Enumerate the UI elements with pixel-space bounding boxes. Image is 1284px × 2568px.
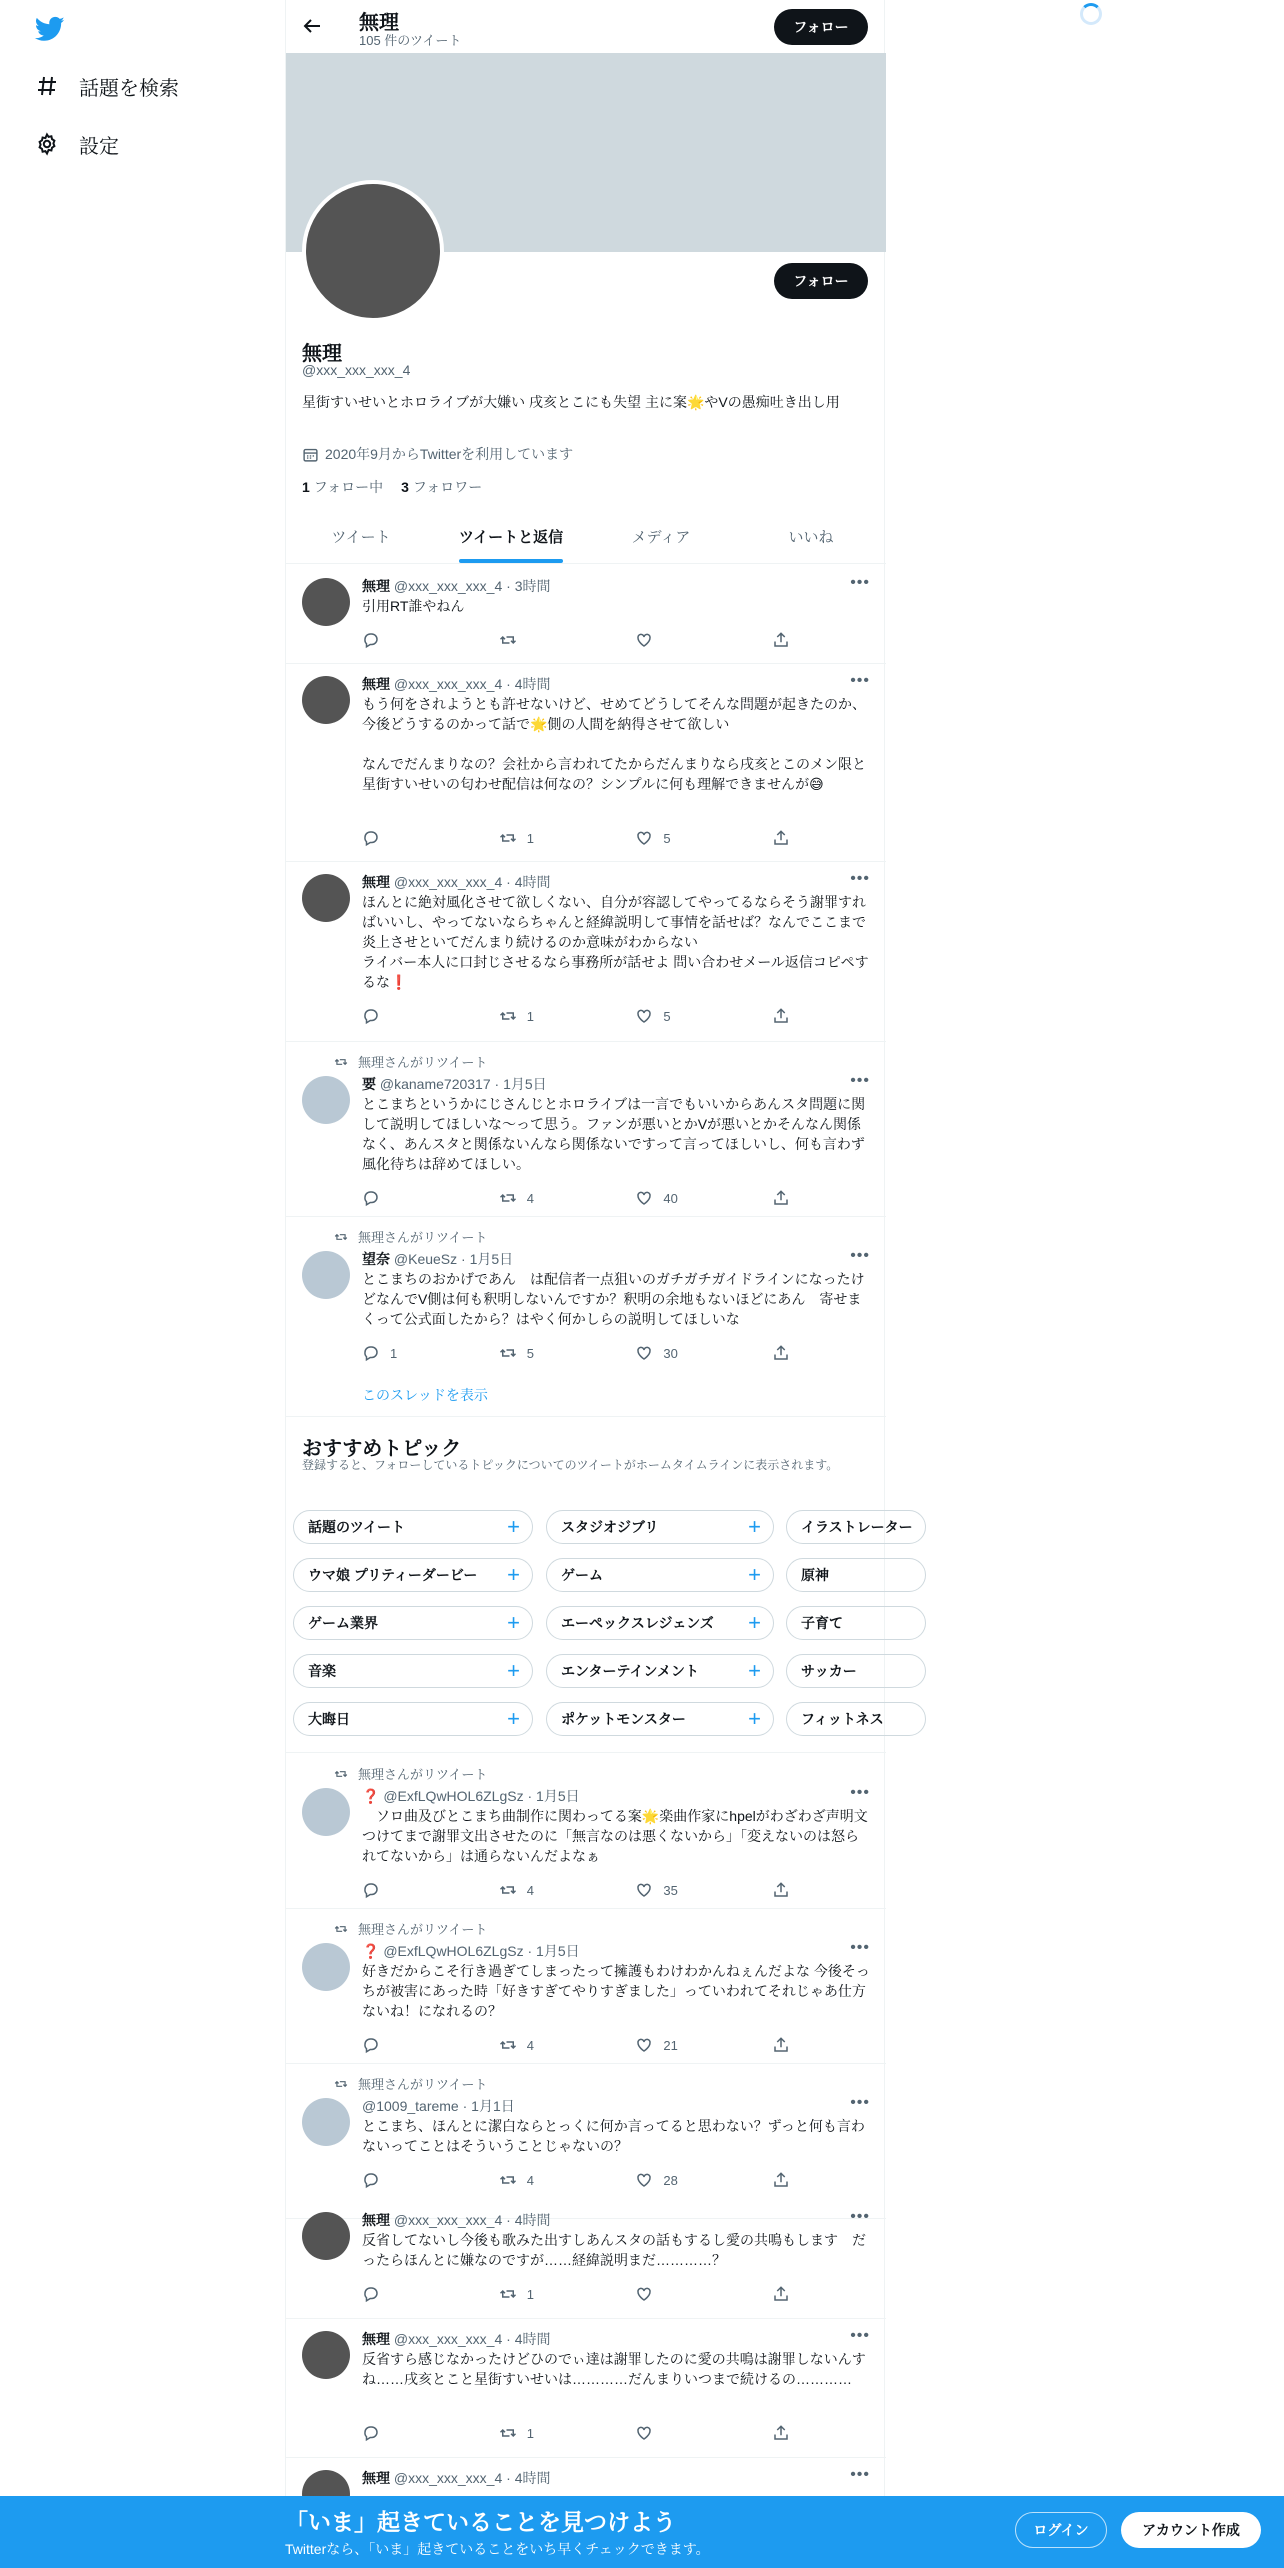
share-icon — [772, 2171, 790, 2189]
topic-label: サッカー — [801, 1663, 857, 1679]
heart-icon — [635, 1881, 653, 1899]
tweet-author-name[interactable]: 無理 — [362, 2470, 390, 2486]
follow-topic-plus-icon[interactable]: + — [507, 1514, 520, 1539]
topic-chip[interactable] — [293, 1606, 533, 1640]
reply-icon — [362, 2285, 380, 2303]
header-follow-button[interactable]: フォロー — [774, 9, 868, 45]
share-icon — [772, 829, 790, 847]
tweet-avatar[interactable] — [302, 2098, 350, 2146]
follow-topic-plus-icon[interactable]: + — [507, 1706, 520, 1731]
tweet[interactable] — [286, 1909, 886, 2064]
tweet[interactable] — [286, 1217, 886, 1417]
retweet-small-icon — [334, 2077, 348, 2091]
retweet-icon — [499, 829, 517, 847]
more-options-icon[interactable]: ••• — [850, 1784, 870, 1801]
topic-label: ゲーム — [561, 1567, 603, 1583]
tweet-author-handle[interactable]: @xxx_xxx_xxx_4 — [393, 874, 503, 890]
topic-label: エンターテインメント — [561, 1663, 700, 1679]
tweet-header — [362, 1074, 547, 1094]
heart-icon — [635, 1189, 653, 1207]
follow-topic-plus-icon[interactable]: + — [748, 1562, 761, 1587]
topic-label: ゲーム業界 — [308, 1615, 378, 1631]
topic-chip[interactable] — [546, 1606, 774, 1640]
follow-topic-plus-icon[interactable]: + — [748, 1514, 761, 1539]
topic-chip[interactable] — [546, 1654, 774, 1688]
tweet[interactable] — [286, 1042, 886, 1217]
tweet-text: とこまちのおかげであん は配信者一点狙いのガチガチガイドラインになったけどなんでV側は何も釈明しないんですか？釈明の余地もないほどにあん 寄せまくって公式面したから？はやく何かしらの説明してほしいな — [362, 1271, 865, 1327]
retweet-small-icon — [334, 1230, 348, 1244]
like-button[interactable]: 30 — [635, 1343, 772, 1363]
tweet[interactable] — [286, 862, 886, 1042]
tab-tweets[interactable]: ツイート — [331, 529, 391, 546]
more-options-icon[interactable]: ••• — [850, 870, 870, 887]
topic-chip[interactable] — [546, 1702, 774, 1736]
tweet-header — [362, 576, 550, 596]
tweet-author-handle[interactable]: @xxx_xxx_xxx_4 — [393, 2470, 503, 2486]
share-icon — [772, 1344, 790, 1362]
tweet-text: とこまち、ほんとに潔白ならとっくに何か言ってると思わない？ずっと何も言わないってことはそういうことじゃないの？ — [362, 2118, 865, 2154]
retweet-button[interactable] — [499, 630, 636, 650]
retweet-indicator: 無理さんがリツイート — [334, 1052, 487, 1071]
header-tweet-count: 105 件のツイート — [359, 33, 462, 48]
reply-button[interactable] — [362, 1880, 499, 1900]
tweet-actions — [362, 2035, 792, 2055]
share-button[interactable] — [772, 1006, 792, 1026]
tweet-actions — [362, 1006, 792, 1026]
heart-icon — [635, 631, 653, 649]
tweet-time[interactable]: · 4時間 — [506, 676, 551, 692]
reply-button[interactable] — [362, 630, 499, 650]
tweet-author-name[interactable]: ❓ — [362, 1788, 380, 1804]
follow-topic-plus-icon[interactable]: + — [507, 1562, 520, 1587]
heart-icon — [635, 2285, 653, 2303]
gear-icon — [35, 132, 59, 156]
retweet-indicator: 無理さんがリツイート — [334, 1919, 487, 1938]
tweet-author-name[interactable]: 無理 — [362, 2212, 390, 2228]
retweet-button[interactable]: 4 — [499, 2170, 636, 2190]
topic-label: ウマ娘 プリティーダービー — [308, 1567, 478, 1583]
share-button[interactable] — [772, 2423, 792, 2443]
profile-joined — [302, 444, 573, 464]
tweet-text: 反省してないし今後も歌みた出すしあんスタの話もするし愛の共鳴もします だったらほんとに嫌なのですが……経緯説明まだ…………？ — [362, 2232, 866, 2268]
topic-chip[interactable] — [786, 1606, 926, 1640]
tweet-avatar[interactable] — [302, 578, 350, 626]
tweet-actions — [362, 828, 792, 848]
tweet[interactable] — [286, 664, 886, 862]
share-icon — [772, 1007, 790, 1025]
retweet-button[interactable]: 1 — [499, 828, 636, 848]
header-title: 無理 — [359, 12, 399, 34]
tweet-text: 反省すら感じなかったけどひのでぃ達は謝罪したのに愛の共鳴は謝罪しないんすね……戌亥とこと星街すいせいは…………だんまりいつまで続けるの………… — [362, 2351, 866, 2387]
like-button[interactable]: 35 — [635, 1880, 772, 1900]
share-icon — [772, 1881, 790, 1899]
tweet-author-name[interactable]: 無理 — [362, 676, 390, 692]
back-arrow-icon[interactable] — [300, 14, 324, 38]
profile-follow-stats — [302, 477, 482, 497]
more-options-icon[interactable]: ••• — [850, 2094, 870, 2111]
tweet-time[interactable]: · 3時間 — [506, 578, 551, 594]
more-options-icon[interactable]: ••• — [850, 2327, 870, 2344]
tweet-author-handle[interactable]: @KeueSz — [393, 1251, 458, 1267]
login-button[interactable]: ログイン — [1015, 2512, 1107, 2548]
topic-label: エーペックスレジェンズ — [561, 1615, 714, 1631]
more-options-icon[interactable]: ••• — [850, 672, 870, 689]
reply-button[interactable] — [362, 2423, 499, 2443]
tweet-time[interactable]: · 1月5日 — [527, 1943, 580, 1959]
retweet-small-icon — [334, 1922, 348, 1936]
tab-tweets-and-replies[interactable]: ツイートと返信 — [436, 510, 586, 563]
topics-chips — [286, 1510, 913, 1740]
tweet-time[interactable]: · 4時間 — [506, 2331, 551, 2347]
reply-icon — [362, 1881, 380, 1899]
following-link[interactable]: 1 フォロー中 — [302, 479, 384, 495]
like-button[interactable]: 5 — [635, 1006, 772, 1026]
retweet-button[interactable]: 4 — [499, 1880, 636, 1900]
retweet-button[interactable]: 1 — [499, 2423, 636, 2443]
topic-chip[interactable] — [293, 1702, 533, 1736]
follow-topic-plus-icon[interactable]: + — [507, 1658, 520, 1683]
heart-icon — [635, 1007, 653, 1025]
tweet-actions — [362, 630, 792, 650]
tweet-author-name[interactable]: 無理 — [362, 578, 390, 594]
share-button[interactable] — [772, 1880, 792, 1900]
topic-label: ポケットモンスター — [561, 1711, 686, 1727]
share-icon — [772, 1189, 790, 1207]
nav-explore[interactable] — [35, 66, 179, 106]
tweet-time[interactable]: · 1月5日 — [494, 1076, 547, 1092]
tab-media[interactable]: メディア — [631, 529, 691, 546]
retweet-button[interactable]: 1 — [499, 2284, 636, 2304]
twitter-logo-icon[interactable] — [33, 14, 67, 44]
reply-button[interactable] — [362, 2035, 499, 2055]
topic-chip[interactable] — [786, 1702, 926, 1736]
reply-icon — [362, 2424, 380, 2442]
topic-label: イラストレーター — [801, 1519, 913, 1535]
heart-icon — [635, 2424, 653, 2442]
profile-avatar[interactable] — [302, 180, 444, 322]
tweet-avatar[interactable] — [302, 1251, 350, 1299]
share-button[interactable] — [772, 630, 792, 650]
tweet-header — [362, 1941, 580, 1961]
more-options-icon[interactable]: ••• — [850, 1072, 870, 1089]
like-button[interactable]: 21 — [635, 2035, 772, 2055]
reply-button[interactable] — [362, 1006, 499, 1026]
loading-spinner-icon — [1080, 3, 1102, 25]
topic-label: フィットネス — [801, 1711, 884, 1727]
tweet[interactable] — [286, 566, 886, 664]
retweet-button[interactable]: 4 — [499, 2035, 636, 2055]
tweet-author-name[interactable]: 望奈 — [362, 1251, 390, 1267]
share-button[interactable] — [772, 2284, 792, 2304]
share-button[interactable] — [772, 2170, 792, 2190]
retweet-button[interactable]: 4 — [499, 1188, 636, 1208]
retweet-indicator: 無理さんがリツイート — [334, 1764, 487, 1783]
left-nav — [0, 0, 285, 2568]
reply-button[interactable] — [362, 828, 499, 848]
retweet-icon — [499, 2036, 517, 2054]
tweet-author-handle[interactable]: @1009_tareme — [362, 2098, 459, 2114]
profile-name: 無理 — [302, 343, 342, 365]
tweet-avatar[interactable] — [302, 874, 350, 922]
tweet-header — [362, 2210, 550, 2230]
reply-icon — [362, 829, 380, 847]
reply-icon — [362, 1344, 380, 1362]
topic-label: 話題のツイート — [308, 1519, 406, 1535]
share-button[interactable] — [772, 828, 792, 848]
retweet-indicator: 無理さんがリツイート — [334, 2074, 487, 2093]
profile-bio: 星街すいせいとホロライブが大嫌い 戌亥とこにも失望 主に案🌟やVの愚痴吐き出し用 — [302, 394, 840, 410]
tweet-author-name[interactable]: 無理 — [362, 2331, 390, 2347]
tweet-author-handle[interactable]: @xxx_xxx_xxx_4 — [393, 676, 503, 692]
follow-topic-plus-icon[interactable]: + — [748, 1706, 761, 1731]
tweet-header — [362, 1786, 580, 1806]
share-button[interactable] — [772, 1188, 792, 1208]
topic-chip[interactable] — [786, 1558, 926, 1592]
nav-settings-label: 設定 — [79, 135, 119, 158]
topics-subtitle: 登録すると、フォローしているトピックについてのツイートがホームタイムラインに表示されます。 — [302, 1458, 839, 1472]
follow-topic-plus-icon[interactable]: + — [748, 1610, 761, 1635]
tweet-header — [362, 674, 550, 694]
reply-icon — [362, 1189, 380, 1207]
tweet-author-name[interactable]: 要 — [362, 1076, 376, 1092]
retweet-icon — [499, 1007, 517, 1025]
profile-column — [285, 0, 913, 2568]
tweet-time[interactable]: · 4時間 — [506, 874, 551, 890]
tweet-time[interactable]: · 1月1日 — [462, 2098, 515, 2114]
tweet-header — [362, 872, 550, 892]
tweet-header — [362, 1249, 513, 1269]
tweet-actions — [362, 1343, 792, 1363]
retweet-button[interactable]: 1 — [499, 1006, 636, 1026]
more-options-icon[interactable]: ••• — [850, 2208, 870, 2225]
topic-chip[interactable] — [546, 1510, 774, 1544]
topic-chip[interactable] — [293, 1558, 533, 1592]
more-options-icon[interactable]: ••• — [850, 2466, 870, 2483]
tweet-avatar[interactable] — [302, 1788, 350, 1836]
heart-icon — [635, 829, 653, 847]
tweet-author-handle[interactable]: @xxx_xxx_xxx_4 — [393, 578, 503, 594]
topic-label: 音楽 — [308, 1663, 336, 1679]
like-button[interactable] — [635, 630, 772, 650]
nav-settings[interactable] — [35, 124, 119, 164]
tweet-text: もう何をされようとも許せないけど、せめてどうしてそんな問題が起きたのか、今後どうするのかって話で🌟側の人間を納得させて欲しい なんでだんまりなの？会社から言われてたからだんまりなら戌亥とこのメン限と星街すいせいの匂わせ配信は何なの？シンプルに何も理解できませんが😅 — [362, 696, 866, 792]
tweet-time[interactable]: · 1月5日 — [527, 1788, 580, 1804]
tweet-text: 引用RT誰やねん — [362, 598, 465, 614]
reply-icon — [362, 2171, 380, 2189]
topic-label: 原神 — [801, 1567, 829, 1583]
tweet-header — [362, 2096, 515, 2116]
retweet-icon — [499, 1189, 517, 1207]
retweet-icon — [499, 631, 517, 649]
follow-topic-plus-icon[interactable]: + — [748, 1658, 761, 1683]
show-thread-link[interactable]: このスレッドを表示 — [362, 1387, 488, 1403]
more-options-icon[interactable]: ••• — [850, 1247, 870, 1264]
tweet-time[interactable]: · 4時間 — [506, 2470, 551, 2486]
tweet-time[interactable]: · 4時間 — [506, 2212, 551, 2228]
profile-follow-button[interactable]: フォロー — [774, 263, 868, 299]
tweet-actions — [362, 2170, 792, 2190]
retweet-indicator: 無理さんがリツイート — [334, 1227, 487, 1246]
share-icon — [772, 2036, 790, 2054]
tweet-text: ソロ曲及びとこまち曲制作に関わってる案🌟楽曲作家にhpelがわざわざ声明文つけてまで謝罪文出させたのに「無言なのは悪くないから」「変えないのは怒られてないから」は通らないんだよなぁ — [362, 1808, 868, 1864]
share-button[interactable] — [772, 2035, 792, 2055]
tweet-author-handle[interactable]: @ExfLQwHOL6ZLgSz — [383, 1943, 524, 1959]
tweet-author-handle[interactable]: @ExfLQwHOL6ZLgSz — [383, 1788, 524, 1804]
tweet-author-handle[interactable]: @xxx_xxx_xxx_4 — [393, 2331, 503, 2347]
like-button[interactable]: 40 — [635, 1188, 772, 1208]
nav-explore-label: 話題を検索 — [79, 77, 179, 100]
tweet-avatar[interactable] — [302, 1943, 350, 1991]
reply-button[interactable] — [362, 2284, 499, 2304]
tweet[interactable] — [286, 2319, 886, 2458]
tweet-header — [362, 2468, 550, 2488]
tab-likes[interactable]: いいね — [788, 529, 834, 546]
retweet-icon — [499, 1881, 517, 1899]
share-icon — [772, 2424, 790, 2442]
tweet-actions — [362, 2423, 792, 2443]
share-icon — [772, 2285, 790, 2303]
topic-chip[interactable] — [293, 1510, 533, 1544]
topic-chip[interactable] — [293, 1654, 533, 1688]
calendar-icon — [302, 446, 319, 463]
heart-icon — [635, 2036, 653, 2054]
reply-button[interactable] — [362, 1188, 499, 1208]
retweet-icon — [499, 1344, 517, 1362]
profile-joined-text: 2020年9月からTwitterを利用しています — [325, 446, 574, 462]
retweet-icon — [499, 2171, 517, 2189]
tweet-time[interactable]: · 1月5日 — [461, 1251, 514, 1267]
retweet-icon — [499, 2424, 517, 2442]
retweet-small-icon — [334, 1767, 348, 1781]
topic-label: 子育て — [801, 1615, 843, 1631]
signup-banner-subtitle: Twitterなら、「いま」起きていることをいち早くチェックできます。 — [285, 2541, 710, 2557]
tweet-author-name[interactable]: ❓ — [362, 1943, 380, 1959]
hashtag-icon — [35, 74, 59, 98]
heart-icon — [635, 2171, 653, 2189]
tweet[interactable] — [286, 1754, 886, 1909]
tweet-actions — [362, 2284, 792, 2304]
more-options-icon[interactable]: ••• — [850, 1939, 870, 1956]
tweet-actions — [362, 1880, 792, 1900]
tweet-avatar[interactable] — [302, 2331, 350, 2379]
tweet-text: とこまちというかにじさんじとホロライブは一言でもいいからあんスタ問題に関して説明してほしいな〜って思う。ファンが悪いとかVが悪いとかそんなん関係なく、あんスタと関係ないんなら関係ないですって言ってほしいし、何も言わず風化待ちは辞めてほしい。 — [362, 1096, 866, 1172]
tweet-author-handle[interactable]: @xxx_xxx_xxx_4 — [393, 2212, 503, 2228]
topic-label: 大晦日 — [308, 1711, 350, 1727]
like-button[interactable]: 28 — [635, 2170, 772, 2190]
tweet-text: 好きだからこそ行き過ぎてしまったって擁護もわけわかんねぇんだよな 今後そっちが被害にあった時「好きすぎてやりすぎました」っていわれてそれじゃあ仕方ないね！になれるの？ — [362, 1963, 870, 2019]
tweet-actions — [362, 1188, 792, 1208]
tweet-avatar[interactable] — [302, 1076, 350, 1124]
reply-button[interactable]: 1 — [362, 1343, 499, 1363]
tweet[interactable] — [286, 2064, 886, 2219]
tweet-author-handle[interactable]: @kaname720317 — [379, 1076, 491, 1092]
profile-header-bar — [286, 0, 884, 53]
like-button[interactable] — [635, 2284, 772, 2304]
followers-link[interactable]: 3 フォロワー — [401, 479, 483, 495]
like-button[interactable]: 5 — [635, 828, 772, 848]
heart-icon — [635, 1344, 653, 1362]
retweet-icon — [499, 2285, 517, 2303]
signup-banner — [0, 2496, 1284, 2568]
tweet-avatar[interactable] — [302, 676, 350, 724]
like-button[interactable] — [635, 2423, 772, 2443]
retweet-small-icon — [334, 1055, 348, 1069]
signup-banner-title: 「いま」起きていることを見つけよう — [285, 2509, 676, 2535]
share-icon — [772, 631, 790, 649]
topic-chip[interactable] — [786, 1510, 926, 1544]
more-options-icon[interactable]: ••• — [850, 574, 870, 591]
tweet[interactable] — [286, 2200, 886, 2319]
reply-button[interactable] — [362, 2170, 499, 2190]
topic-label: スタジオジブリ — [561, 1519, 659, 1535]
topic-chip[interactable] — [786, 1654, 926, 1688]
reply-icon — [362, 1007, 380, 1025]
tweet-avatar[interactable] — [302, 2212, 350, 2260]
reply-icon — [362, 631, 380, 649]
follow-topic-plus-icon[interactable]: + — [507, 1610, 520, 1635]
signup-button[interactable]: アカウント作成 — [1121, 2512, 1261, 2548]
topic-chip[interactable] — [546, 1558, 774, 1592]
share-button[interactable] — [772, 1343, 792, 1363]
tweet-text: ほんとに絶対風化させて欲しくない、自分が容認してやってるならそう謝罪すればいいし、やってないならちゃんと経緯説明して事情を話せば？なんでここまで炎上させといてだんまり続けるのか意味がわからない ライバー本人に口封じさせるなら事務所が話せよ 問い合わせメール返信コピペするな❗ — [362, 894, 869, 990]
topics-title: おすすめトピック — [302, 1438, 462, 1460]
retweet-button[interactable]: 5 — [499, 1343, 636, 1363]
tweet-author-name[interactable]: 無理 — [362, 874, 390, 890]
tweet-header — [362, 2329, 550, 2349]
profile-handle: @xxx_xxx_xxx_4 — [302, 362, 411, 378]
reply-icon — [362, 2036, 380, 2054]
profile-tabs — [286, 510, 886, 564]
